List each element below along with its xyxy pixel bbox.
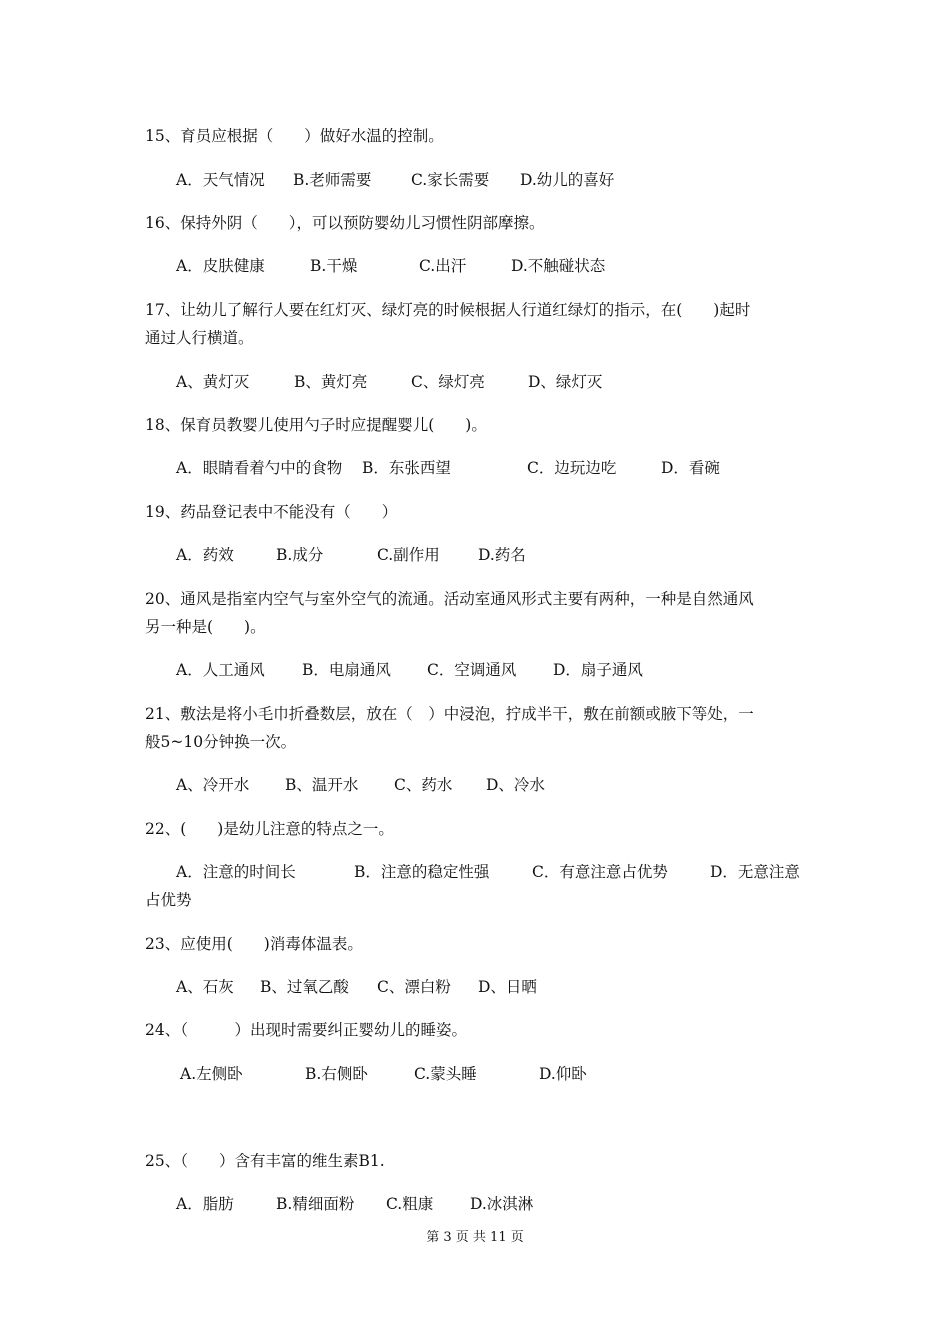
question-15-text: 15、育员应根据（ ）做好水温的控制。 [145,127,444,145]
option-c: C、漂白粉 [377,978,451,996]
question-21-options [176,775,545,795]
option-a: A．天气情况 [176,171,265,189]
option-c: C.副作用 [377,546,440,564]
question-18-options [176,458,720,478]
option-c: C、绿灯亮 [411,373,485,391]
option-d: D、冷水 [486,776,545,794]
option-b: B.老师需要 [293,171,372,189]
question-20-options [176,660,643,680]
option-b: B、黄灯亮 [294,373,368,391]
question-17-text-line2: 通过人行横道。 [145,329,254,347]
question-20-text-line2: 另一种是( )。 [145,618,266,636]
option-d: D、绿灯灭 [528,373,603,391]
option-d: D.仰卧 [539,1065,587,1083]
option-b: B．注意的稳定性强 [354,863,490,881]
option-d: D.不触碰状态 [511,257,606,275]
option-c: C.出汗 [419,257,467,275]
option-d: D．无意注意 [710,863,800,881]
question-22-text: 22、( )是幼儿注意的特点之一。 [145,820,394,838]
option-c: C.家长需要 [411,171,490,189]
question-23-text: 23、应使用( )消毒体温表。 [145,935,363,953]
option-a: A．眼睛看着勺中的食物 [176,459,343,477]
option-c: C.蒙头睡 [414,1065,477,1083]
page-footer: 第 3 页 共 11 页 [426,1230,524,1245]
question-21-text-line2: 般5~10分钟换一次。 [145,733,297,751]
question-20-text-line1: 20、通风是指室内空气与室外空气的流通。活动室通风形式主要有两种，一种是自然通风 [145,590,754,608]
question-22-options-wrap: 占优势 [145,891,192,909]
option-c: C．有意注意占优势 [532,863,668,881]
option-c: C.粗康 [386,1195,434,1213]
question-17-text-line1: 17、让幼儿了解行人要在红灯灭、绿灯亮的时候根据人行道红绿灯的指示，在( )起时 [145,301,751,319]
option-b: B.成分 [276,546,324,564]
question-25-text: 25、（ ）含有丰富的维生素B1. [145,1152,385,1170]
option-a: A．注意的时间长 [176,863,296,881]
option-a: A．皮肤健康 [176,257,265,275]
option-c: C、药水 [394,776,453,794]
option-b: B、过氧乙酸 [260,978,349,996]
question-16-options [176,256,605,276]
question-24-text: 24、（ ）出现时需要纠正婴幼儿的睡姿。 [145,1021,467,1039]
option-d: D.幼儿的喜好 [520,171,615,189]
option-b: B．电扇通风 [302,661,391,679]
option-b: B.精细面粉 [276,1195,355,1213]
option-a: A、黄灯灭 [176,373,250,391]
question-18-text: 18、保育员教婴儿使用勺子时应提醒婴儿( )。 [145,416,487,434]
option-a: A．药效 [176,546,234,564]
question-19-options [176,545,526,565]
question-17-options [176,372,602,392]
option-d: D、日晒 [478,978,537,996]
option-d: D.药名 [478,546,526,564]
question-19-text: 19、药品登记表中不能没有（ ） [145,503,398,521]
question-24-options [180,1064,587,1084]
option-b: B.干燥 [310,257,358,275]
option-a: A、石灰 [176,978,234,996]
question-22-options [176,862,800,882]
option-a: A、冷开水 [176,776,250,794]
option-b: B.右侧卧 [305,1065,368,1083]
question-21-text-line1: 21、敷法是将小毛巾折叠数层，放在（ ）中浸泡，拧成半干，敷在前额或腋下等处，一 [145,705,754,723]
option-a: A.左侧卧 [180,1065,243,1083]
option-d: D.冰淇淋 [470,1195,534,1213]
option-b: B．东张西望 [362,459,451,477]
question-16-text: 16、保持外阴（ ），可以预防婴幼儿习惯性阴部摩擦。 [145,214,545,232]
option-c: C．空调通风 [427,661,517,679]
question-15-options [176,170,614,190]
question-25-options [176,1194,533,1214]
option-a: A．人工通风 [176,661,265,679]
question-23-options [176,977,537,997]
option-c: C．边玩边吃 [527,459,617,477]
option-d: D．看碗 [661,459,720,477]
option-b: B、温开水 [285,776,359,794]
option-d: D．扇子通风 [553,661,643,679]
option-a: A．脂肪 [176,1195,234,1213]
